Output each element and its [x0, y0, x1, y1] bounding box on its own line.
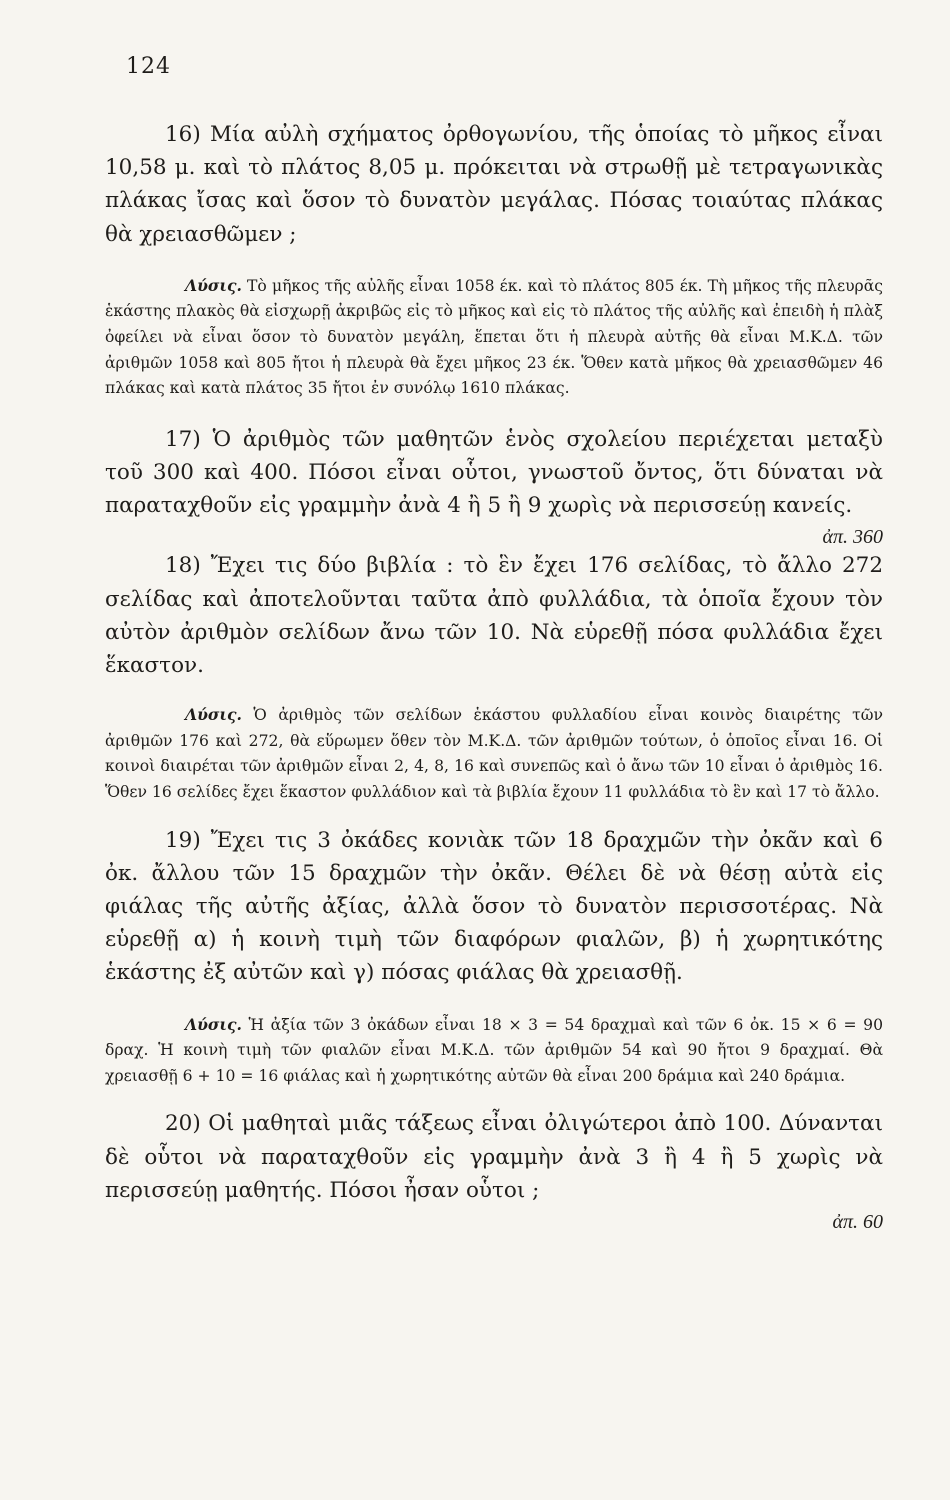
solution-label: Λύσις.: [185, 1014, 242, 1034]
answer-value: ἀπ. 60: [832, 1210, 883, 1233]
solution-label: Λύσις.: [185, 275, 242, 295]
page-number: 124: [126, 54, 171, 79]
solution-18: [105, 702, 883, 805]
solution-text: Τὸ μῆκος τῆς αὐλῆς εἶναι 1058 έκ. καὶ τὸ πλάτος 805 έκ. Τὴ μῆκος τῆς πλευρᾶς ἑκάστης πλακὸς θὰ εἰσχωρῇ ἀκριβῶς εἰς τὸ μῆκος καὶ εἰς τὸ πλάτος τῆς αὐλῆς καὶ ἐπειδὴ ἡ πλὰξ ὀφείλει νὰ εἶναι ὅσον τὸ δυνατὸν μεγάλη, ἕπεται ὅτι ἡ πλευρὰ αὐτῆς θὰ εἶναι Μ.Κ.Δ. τῶν ἀριθμῶν 1058 καὶ 805 ἤτοι ἡ πλευρὰ θὰ ἔχει μῆκος 23 έκ. Ὅθεν κατὰ μῆκος θὰ χρειασθῶμεν 46 πλάκας καὶ κατὰ πλάτος 35 ἤτοι ἐν συνόλῳ 1610 πλάκας.: [105, 276, 883, 398]
solution-19: [105, 1012, 883, 1090]
solution-16: [105, 273, 883, 402]
answer-value: ἀπ. 360: [822, 526, 883, 549]
problem-18: 18) Ἔχει τις δύο βιβλία : τὸ ἓν ἔχει 176 σελίδας, τὸ ἄλλο 272 σελίδας καὶ ἀποτελοῦνται ταῦτα ἀπὸ φυλλάδια, τὰ ὁποῖα ἔχουν τὸν αὐτὸν ἀριθμὸν σελίδων ἄνω τῶν 10. Νὰ εὑρεθῇ πόσα φυλλάδια ἔχει ἕκαστον.: [105, 553, 883, 678]
problem-17: 17) Ὁ ἀριθμὸς τῶν μαθητῶν ἑνὸς σχολείου περιέχεται μεταξὺ τοῦ 300 καὶ 400. Πόσοι εἶναι οὗτοι, γνωστοῦ ὄντος, ὅτι δύναται νὰ παραταχθοῦν εἰς γραμμὴν ἀνὰ 4 ἢ 5 ἢ 9 χωρὶς νὰ περισσεύῃ κανείς.: [105, 426, 883, 519]
problem-20: 20) Οἱ μαθηταὶ μιᾶς τάξεως εἶναι ὀλιγώτεροι ἀπὸ 100. Δύνανται δὲ οὗτοι νὰ παραταχθοῦν εἰς γραμμὴν ἀνὰ 3 ἢ 4 ἢ 5 χωρὶς νὰ περισσεύῃ μαθητής. Πόσοι ἦσαν οὗτοι ;: [105, 1111, 883, 1203]
problem-16: 16) Μία αὐλὴ σχήματος ὀρθογωνίου, τῆς ὁποίας τὸ μῆκος εἶναι 10,58 μ. καὶ τὸ πλάτος 8,05 μ. πρόκειται νὰ στρωθῇ μὲ τετραγωνικὰς πλάκας ἴσας καὶ ὅσον τὸ δυνατὸν μεγάλας. Πόσας τοιαύτας πλάκας θὰ χρειασθῶμεν ;: [105, 122, 883, 247]
solution-text: Ἡ ἀξία τῶν 3 ὀκάδων εἶναι 18 × 3 = 54 δραχμαὶ καὶ τῶν 6 ὀκ. 15 × 6 = 90 δραχ. Ἡ κοινὴ τιμὴ τῶν φιαλῶν εἶναι Μ.Κ.Δ. τῶν ἀριθμῶν 54 καὶ 90 ἤτοι 9 δραχμαί. Θὰ χρειασθῇ 6 + 10 = 16 φιάλας καὶ ἡ χωρητικότης αὐτῶν θὰ εἶναι 200 δράμια καὶ 240 δράμια.: [105, 1015, 883, 1085]
solution-label: Λύσις.: [185, 705, 242, 725]
page-body: [105, 118, 883, 1234]
solution-text: Ὁ ἀριθμὸς τῶν σελίδων ἑκάστου φυλλαδίου εἶναι κοινὸς διαιρέτης τῶν ἀριθμῶν 176 καὶ 272, θὰ εὕρωμεν ὅθεν τὸν Μ.Κ.Δ. τῶν ἀριθμῶν τούτων, ὁ ὁποῖος εἶναι 16. Οἱ κοινοὶ διαιρέται τῶν ἀριθμῶν εἶναι 2, 4, 8, 16 καὶ συνεπῶς καὶ ὁ ἄνω τῶν 10 εἶναι ὁ ἀριθμὸς 16. Ὅθεν 16 σελίδες ἔχει ἕκαστον φυλλάδιον καὶ τὰ βιβλία ἔχουν 11 φυλλάδια τὸ ἓν καὶ 17 τὸ ἄλλο.: [105, 706, 883, 801]
problem-19: 19) Ἔχει τις 3 ὀκάδες κονιὰκ τῶν 18 δραχμῶν τὴν ὀκᾶν καὶ 6 ὀκ. ἄλλου τῶν 15 δραχμῶν τὴν ὀκᾶν. Θέλει δὲ νὰ θέσῃ αὐτὰ εἰς φιάλας τῆς αὐτῆς ἀξίας, ἀλλὰ ὅσον τὸ δυνατὸν περισσοτέρας. Νὰ εὑρεθῇ α) ἡ κοινὴ τιμὴ τῶν διαφόρων φιαλῶν, β) ἡ χωρητικότης ἑκάστης ἐξ αὐτῶν καὶ γ) πόσας φιάλας θὰ χρειασθῇ.: [105, 827, 883, 986]
